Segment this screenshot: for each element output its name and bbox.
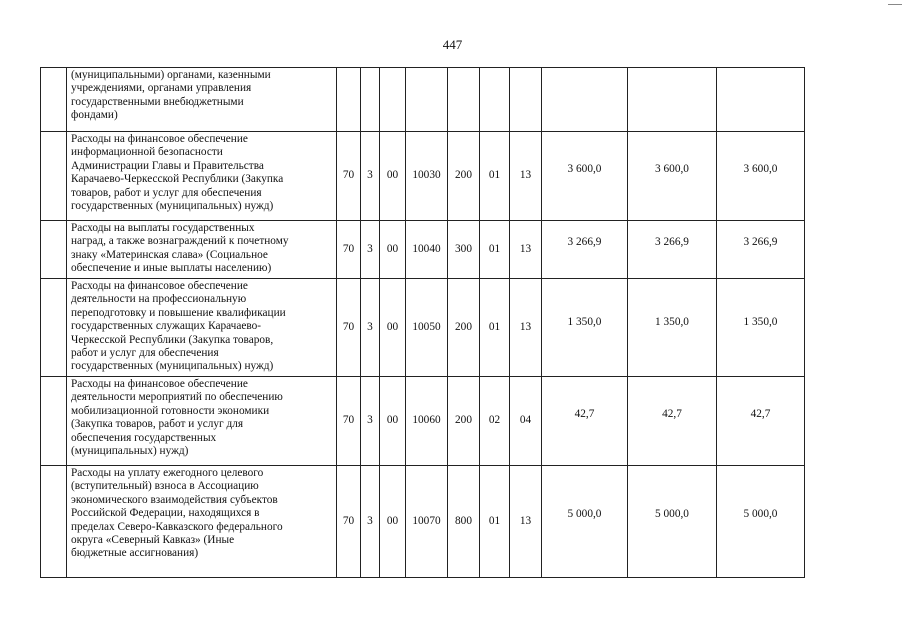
row-description: Расходы на финансовое обеспечение деятельности на профессиональную переподготовку и повышение квалификации государственных служащих Карачаево- Черкесской Республики (Закупка товаров, работ и услуг для обеспечения государственных (муниципальных) нужд) (67, 279, 337, 377)
code-section: 01 (480, 279, 510, 377)
code-expense-type: 200 (448, 132, 480, 221)
amount-year-2-cell (628, 132, 717, 221)
table-row (41, 221, 805, 279)
amount-year-2-cell (628, 466, 717, 578)
code-subprogram: 00 (380, 377, 406, 466)
code-program: 3 (361, 132, 380, 221)
row-number-cell (41, 221, 67, 279)
corner-scan-mark (888, 4, 902, 5)
code-expense-type: 800 (448, 466, 480, 578)
amount-year-2-cell (628, 377, 717, 466)
code-program (361, 68, 380, 132)
code-gl: 70 (337, 377, 361, 466)
row-number-cell (41, 466, 67, 578)
table-row (41, 132, 805, 221)
amount-year-3-cell (717, 68, 805, 132)
row-number-cell (41, 132, 67, 221)
code-gl (337, 68, 361, 132)
code-subprogram: 00 (380, 279, 406, 377)
amount-year-1: 5 000,0 (567, 508, 602, 520)
code-program: 3 (361, 279, 380, 377)
code-direction: 10060 (406, 377, 448, 466)
code-section: 01 (480, 466, 510, 578)
code-direction: 10040 (406, 221, 448, 279)
amount-year-2-cell (628, 279, 717, 377)
code-subsection: 13 (510, 279, 542, 377)
amount-year-1-cell (542, 466, 628, 578)
amount-year-2: 42,7 (662, 408, 682, 420)
code-gl: 70 (337, 466, 361, 578)
amount-year-3: 42,7 (750, 408, 771, 420)
row-description: Расходы на уплату ежегодного целевого (вступительный) взноса в Ассоциацию экономического взаимодействия субъектов Российской Федерации, находящихся в пределах Северо-Кавказского федерального округа «Северный Кавказ» (Иные бюджетные ассигнования) (67, 466, 337, 578)
amount-year-3-cell (717, 221, 805, 279)
table-body (41, 68, 805, 578)
amount-year-1: 42,7 (574, 408, 595, 420)
code-section (480, 68, 510, 132)
row-number-cell (41, 68, 67, 132)
amount-year-1: 1 350,0 (567, 316, 602, 328)
amount-year-1-cell (542, 221, 628, 279)
amount-year-1-cell (542, 132, 628, 221)
row-number-cell (41, 377, 67, 466)
code-gl: 70 (337, 132, 361, 221)
amount-year-3-cell (717, 132, 805, 221)
amount-year-3-cell (717, 466, 805, 578)
code-subsection: 13 (510, 132, 542, 221)
code-subprogram: 00 (380, 466, 406, 578)
code-subsection: 13 (510, 466, 542, 578)
amount-year-3: 5 000,0 (743, 508, 778, 520)
code-section: 01 (480, 132, 510, 221)
code-subsection (510, 68, 542, 132)
table-row (41, 377, 805, 466)
amount-year-2: 3 266,9 (655, 236, 689, 248)
code-program: 3 (361, 221, 380, 279)
amount-year-1: 3 266,9 (567, 236, 602, 248)
row-description: Расходы на финансовое обеспечение деятельности мероприятий по обеспечению мобилизационной готовности экономики (Закупка товаров, работ и услуг для обеспечения государственных (муниципальных) нужд) (67, 377, 337, 466)
code-subprogram: 00 (380, 132, 406, 221)
code-section: 02 (480, 377, 510, 466)
row-number-cell (41, 279, 67, 377)
amount-year-1-cell (542, 279, 628, 377)
amount-year-1-cell (542, 68, 628, 132)
code-subprogram: 00 (380, 221, 406, 279)
amount-year-2: 3 600,0 (655, 163, 689, 175)
code-expense-type: 200 (448, 377, 480, 466)
amount-year-3: 3 266,9 (743, 236, 778, 248)
amount-year-2-cell (628, 68, 717, 132)
code-program: 3 (361, 466, 380, 578)
budget-table (40, 67, 805, 578)
code-direction: 10050 (406, 279, 448, 377)
code-subprogram (380, 68, 406, 132)
amount-year-3-cell (717, 377, 805, 466)
table-row (41, 279, 805, 377)
amount-year-3: 3 600,0 (743, 163, 778, 175)
code-expense-type (448, 68, 480, 132)
row-description: (муниципальными) органами, казенными учреждениями, органами управления государственными внебюджетными фондами) (67, 68, 337, 132)
code-direction: 10070 (406, 466, 448, 578)
code-expense-type: 200 (448, 279, 480, 377)
row-description: Расходы на финансовое обеспечение информационной безопасности Администрации Главы и Правительства Карачаево-Черкесской Республики (Закупка товаров, работ и услуг для обеспечения государственных (муниципальных) нужд) (67, 132, 337, 221)
code-gl: 70 (337, 221, 361, 279)
amount-year-3-cell (717, 279, 805, 377)
code-section: 01 (480, 221, 510, 279)
code-program: 3 (361, 377, 380, 466)
code-subsection: 04 (510, 377, 542, 466)
code-expense-type: 300 (448, 221, 480, 279)
amount-year-2-cell (628, 221, 717, 279)
table-row (41, 466, 805, 578)
page-number: 447 (442, 37, 463, 52)
code-subsection: 13 (510, 221, 542, 279)
amount-year-1: 3 600,0 (567, 163, 602, 175)
code-direction (406, 68, 448, 132)
row-description: Расходы на выплаты государственных наград, а также вознаграждений к почетному знаку «Материнская слава» (Социальное обеспечение и иные выплаты населению) (67, 221, 337, 279)
table-row (41, 68, 805, 132)
amount-year-1-cell (542, 377, 628, 466)
code-gl: 70 (337, 279, 361, 377)
code-direction: 10030 (406, 132, 448, 221)
amount-year-3: 1 350,0 (743, 316, 778, 328)
amount-year-2: 5 000,0 (655, 508, 689, 520)
amount-year-2: 1 350,0 (655, 316, 689, 328)
